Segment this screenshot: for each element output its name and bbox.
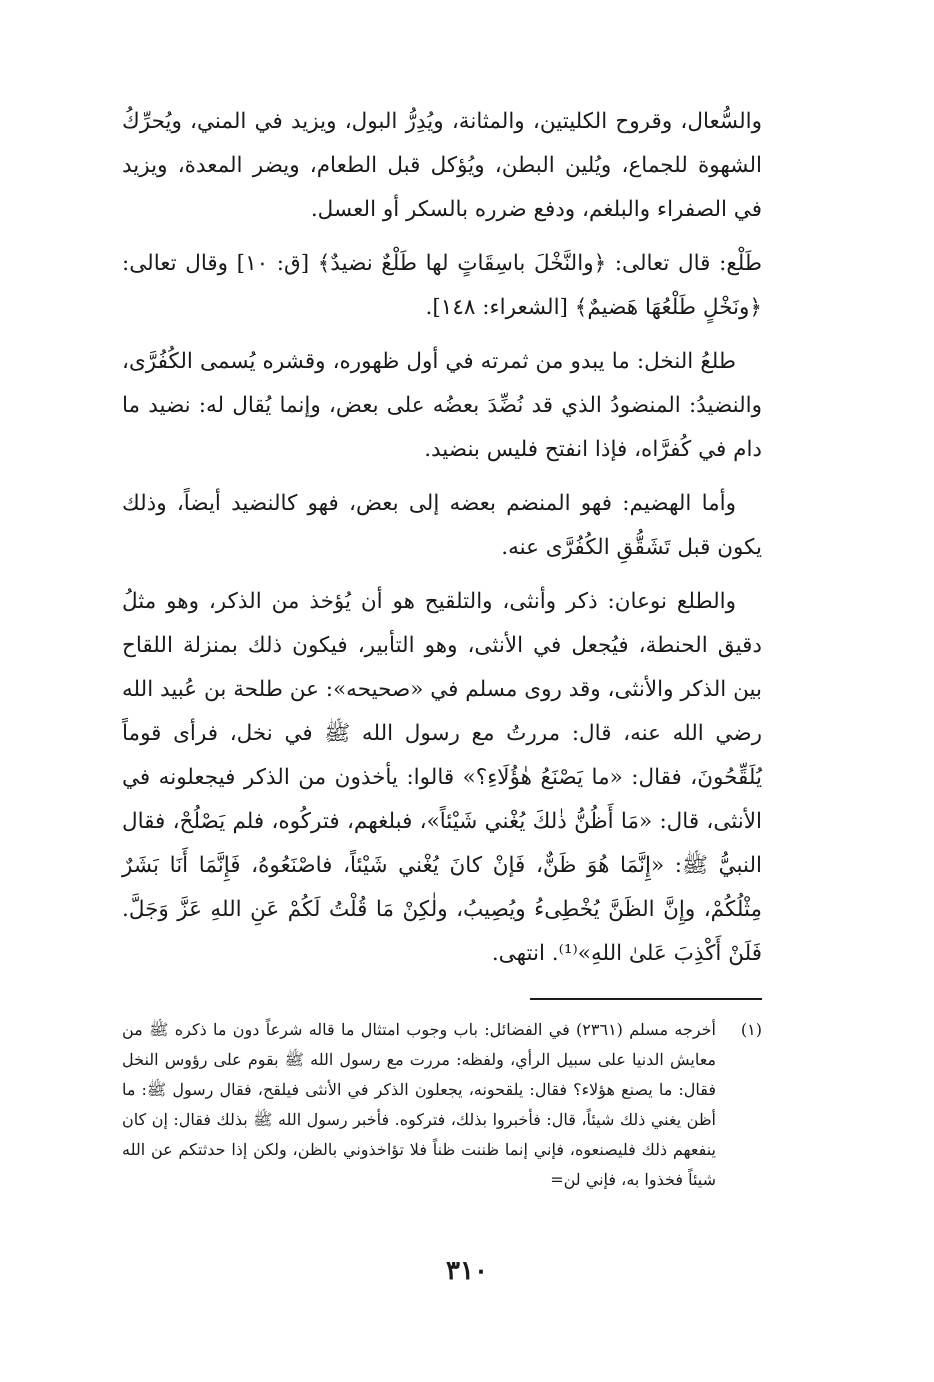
- paragraph-cough-effects: والسُّعال، وقروح الكليتين، والمثانة، ويُدِرُّ البول، ويزيد في المني، ويُحرِّكُ الشهوة للجماع، ويُلين البطن، ويُؤكل قبل الطعام، ويضر المعدة، ويزيد في الصفراء والبلغم، ودفع ضرره بالسكر أو العسل.: [122, 109, 762, 222]
- footnote-number: (١): [740, 1020, 762, 1039]
- footnote-text: أخرجه مسلم (٢٣٦١) في الفضائل: باب وجوب امتثال ما قاله شرعاً دون ما ذكره ﷺ من معايش الدنيا على سبيل الرأي، ولفظه: مررت مع رسول الله ﷺ بقوم على رؤوس النخل فقال: ما يصنع هؤلاء؟ فقال: يلقحونه، يجعلون الذكر في الأنثى فيلقح، فقال رسول ﷺ: ما أظن يغني ذلك شيئاً، قال: فأخبروا بذلك، فتركوه. فأخبر رسول الله ﷺ بذلك فقال: إن كان ينفعهم ذلك فليصنعوه، فإني إنما ظننت ظناً فلا تؤاخذوني بالظن، ولكن إذا حدثتكم عن الله شيئاً فخذوا به، فإني لن=: [122, 1020, 716, 1189]
- paragraph-pollination-hadith: والطلع نوعان: ذكر وأنثى، والتلقيح هو أن يُؤخذ من الذكر، وهو مثلُ دقيق الحنطة، فيُجعل في الأنثى، وهو التأبير، فيكون ذلك بمنزلة اللقاح بين الذكر والأنثى، وقد روى مسلم في «صحيحه»: عن طلحة بن عُبيد الله رضي الله عنه، قال: مررتُ مع رسول الله ﷺ في نخل، فرأى قوماً يُلَقِّحُونَ، فقال: «ما يَصْنَعُ هٰؤُلَاءِ؟» قالوا: يأخذون من الذكر فيجعلونه في الأنثى، قال: «مَا أَظُنُّ ذٰلكَ يُغْني شَيْئاً»، فبلغهم، فتركُوه، فلم يَصْلُحْ، فقال النبيُّ ﷺ: «إِنَّمَا هُوَ ظَنٌّ، فَإنْ كانَ يُغْني شَيْئاً، فاصْنَعُوهُ، فَإِنَّمَا أَنَا بَشَرٌ مِثْلُكُمْ، وإِنَّ الظَنَّ يُخْطِىءُ ويُصِيبُ، ولٰكِنْ مَا قُلْتُ لَكُمْ عَنِ اللهِ عَزَّ وَجَلَّ. فَلَنْ أَكْذِبَ عَلىٰ اللهِ»⁽¹⁾. انتهى.: [122, 589, 762, 966]
- footnote-divider: [530, 998, 762, 1000]
- footnote-item: [122, 1015, 762, 1195]
- footnotes: [122, 1015, 762, 1195]
- paragraph-palm-spathe: طلعُ النخل: ما يبدو من ثمرته في أول ظهوره، وقشره يُسمى الكُفُرَّى، والنضيدُ: المنضودُ الذي قد نُضِّدَ بعضُه على بعض، وإنما يُقال له: نضيد ما دام في كُفرَّاه، فإذا انفتح فليس بنضيد.: [122, 349, 762, 462]
- main-text: [122, 100, 762, 986]
- paragraph-talaa-verses: طَلْع: قال تعالى: ﴿والنَّخْلَ باسِقَاتٍ لها طَلْعٌ نضيدٌ﴾ [ق: ١٠] وقال تعالى: ﴿ونَخْلٍ طَلْعُهَا هَضيمٌ﴾ [الشعراء: ١٤٨].: [122, 251, 762, 320]
- page-number: ٣١٠: [446, 1256, 488, 1286]
- paragraph-hadim: وأما الهضيم: فهو المنضم بعضه إلى بعض، فهو كالنضيد أيضاً، وذلك يكون قبل تَشَقُّقِ الكُفُرَّى عنه.: [122, 491, 762, 560]
